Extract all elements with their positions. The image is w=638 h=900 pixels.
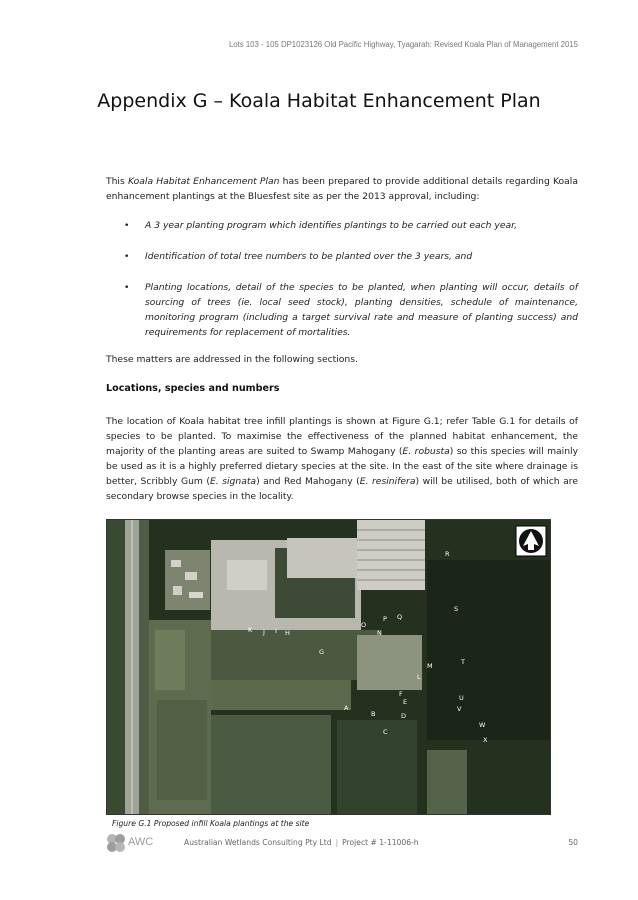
running-header: Lots 103 - 105 DP1023126 Old Pacific Highway, Tyagarah: Revised Koala Plan of Management 2015 [228, 40, 578, 49]
field-southeast [427, 750, 467, 814]
field-south [211, 715, 331, 814]
figure-caption: Figure G.1 Proposed infill Koala plantings at the site [112, 819, 310, 828]
planting-label: D [401, 712, 407, 720]
highway-verge [139, 520, 149, 814]
planting-label: H [285, 629, 290, 637]
intro-text-after: has been prepared to provide additional details regarding Koala enhancement plantings at the Bluesfest site as per the 2013 approval, including: [106, 176, 578, 202]
field-central [211, 680, 351, 710]
planting-label: R [445, 550, 450, 558]
building [227, 560, 267, 590]
planting-label: V [457, 705, 462, 713]
addressed-paragraph: These matters are addressed in the following sections. [106, 354, 358, 365]
paddock [157, 700, 207, 800]
list-item: • Planting locations, detail of the species to be planted, when planting will occur, details of sourcing of trees (ie. local seed stock), planting densities, schedule of maintenance, monitoring program (including a target survival rate and measure of planting success) and requirements for replacement of mortalities. [106, 280, 578, 340]
planting-label: G [319, 648, 325, 656]
planting-label: S [454, 605, 459, 613]
intro-paragraph [106, 174, 578, 204]
company-name: Australian Wetlands Consulting Pty Ltd [184, 838, 332, 847]
planting-label: W [479, 721, 486, 729]
eastern-forest [427, 560, 550, 740]
list-item: • A 3 year planting program which identifies plantings to be carried out each year, [106, 218, 578, 233]
planting-label: N [377, 629, 382, 637]
planting-label: L [417, 673, 421, 681]
field-central [211, 630, 381, 680]
planting-label: B [371, 710, 376, 718]
plan-name: Koala Habitat Enhancement Plan [127, 176, 280, 187]
para-text: The location of Koala habitat tree infill plantings is shown at Figure G.1; refer Table G.1 for details of species to be planted. To maximise the effectiveness of the planned habitat enhancement, the majority of the planting areas are suited to Swamp Mahogany ( [106, 416, 578, 457]
building [185, 572, 197, 580]
paddock [155, 630, 185, 690]
north-arrow-icon [516, 526, 546, 556]
page-title: Appendix G – Koala Habitat Enhancement Plan [97, 90, 541, 112]
footer-company [184, 838, 419, 847]
requirements-list [106, 218, 578, 340]
building [189, 592, 203, 598]
planting-label: K [248, 626, 253, 634]
greenhouse-block [287, 538, 357, 578]
planting-label: I [275, 627, 277, 635]
planting-label: P [383, 615, 387, 623]
planting-label: U [459, 694, 464, 702]
planting-label: X [483, 736, 488, 744]
building [173, 586, 182, 595]
planting-label: M [427, 662, 433, 670]
planting-label: O [361, 621, 367, 629]
species-name: E. robusta [402, 446, 450, 457]
section-heading: Locations, species and numbers [106, 383, 280, 394]
western-vegetation [107, 520, 125, 814]
species-name: E. resinifera [359, 476, 416, 487]
species-name: E. signata [209, 476, 257, 487]
locations-paragraph [106, 414, 578, 504]
planting-label: T [461, 658, 465, 666]
cleared-field [357, 635, 422, 690]
planting-label: F [399, 690, 403, 698]
planting-label: Q [397, 613, 403, 621]
aerial-map-figure [106, 519, 551, 815]
footer-separator: | [335, 838, 339, 847]
field-south [337, 720, 417, 814]
page-number: 50 [568, 838, 578, 847]
para-text: ) will be utilised, both of which are secondary browse species in the locality. [106, 476, 578, 502]
awc-logo-icon [104, 831, 128, 855]
planting-label: E [403, 698, 408, 706]
project-number: Project # 1-11006-h [342, 838, 419, 847]
planting-label: C [383, 728, 388, 736]
aerial-photo [107, 520, 550, 814]
para-text: ) and Red Mahogany ( [256, 476, 360, 487]
planting-label: A [344, 704, 349, 712]
para-text: ) so this species will mainly be used as it is a highly preferred dietary species at the site. In the east of the site where drainage is better, Scribbly Gum ( [106, 446, 579, 487]
intro-text-before: This [106, 176, 128, 187]
building [171, 560, 181, 567]
logo-text: AWC [128, 836, 154, 848]
planting-label: J [263, 628, 265, 636]
list-item: • Identification of total tree numbers to be planted over the 3 years, and [106, 249, 578, 264]
